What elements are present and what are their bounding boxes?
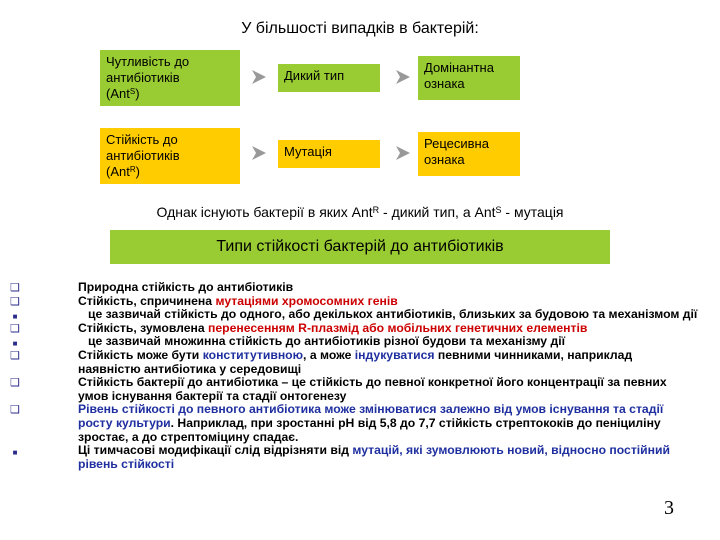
right-arrow-icon [396,70,410,84]
checkbox-square-bullet-icon: ❑ [10,403,20,417]
resistance-line2: антибіотиків [106,148,180,163]
list-item: ■ це зазвичай множинна стійкість до антибіотиків різної будови та механізму дії [8,335,698,349]
right-arrow-icon [252,146,266,160]
wild-type-label: Дикий тип [284,68,345,83]
page-number: 3 [664,497,674,519]
checkbox-square-bullet-icon: ❑ [10,376,20,390]
mutation-label: Мутація [284,144,332,159]
resistance-box [100,128,240,184]
list-item: ❑ Стійкість може бути конститутивною, а може індукуватися певними чинниками, наприклад наявністю антибіотика у середовищі [8,349,698,376]
recessive-trait-box [418,132,520,176]
small-square-bullet-icon: ■ [12,312,18,322]
recessive-line1: Рецесивна [424,136,489,151]
checkbox-square-bullet-icon: ❑ [10,294,20,308]
list-item: ❑ Стійкість, зумовлена перенесенням R-плазмід або мобільних генетичних елементів [8,322,698,336]
list-item: ❑ Рівень стійкості до певного антибіотика може змінюватися залежно від умов існування та стадії росту культури. Наприклад, при зростанні pH від 5,8 до 7,7 стійкість стрептококів до пеніциліну зростає, а до стрептоміцину спадає. [8,403,698,444]
susceptibility-line2: антибіотиків [106,70,180,85]
dominant-line1: Домінантна [424,60,494,75]
recessive-line2: ознака [424,152,465,167]
section-banner: Типи стійкості бактерій до антибіотиків [110,230,610,264]
list-item: ❑ Стійкість, спричинена мутаціями хромосомних генів [8,295,698,309]
list-item: ❑ Стійкість бактерії до антибіотика – це стійкість до певної конкретної його концентрації за певних умов існування бактерії та стадії онтогенезу [8,376,698,403]
slide-title: У більшості випадків в бактерій: [241,20,479,37]
susceptibility-line1: Чутливість до [106,54,190,69]
resistance-types-list [8,281,698,471]
checkbox-square-bullet-icon: ❑ [10,348,20,362]
dominant-trait-box [418,56,520,100]
checkbox-square-bullet-icon: ❑ [10,321,20,335]
wild-type-box [278,64,380,92]
small-square-bullet-icon: ■ [12,448,18,458]
small-square-bullet-icon: ■ [12,339,18,349]
list-item: ■ Ці тимчасові модифікації слід відрізняти від мутацій, які зумовлюють новий, відносно постійний рівень стійкості [8,444,698,471]
resistance-line1: Стійкість до [106,132,178,147]
resistance-ant: (Ant$^R$) [106,164,140,179]
however-statement: Однак існують бактерії в яких Ant$^R$ - дикий тип, а Ant$^S$ - мутація [156,204,564,220]
dominant-line2: ознака [424,76,465,91]
susceptibility-ant: (Ant$^S$) [106,86,140,101]
list-item: ■ це зазвичай стійкість до одного, або декількох антибіотиків, близьких за будовою та механізмом дії [8,308,698,322]
checkbox-square-bullet-icon: ❑ [10,281,20,294]
list-item: ❑ Природна стійкість до антибіотиків [8,281,698,295]
mutation-box [278,140,380,168]
right-arrow-icon [396,146,410,160]
susceptibility-box [100,50,240,106]
right-arrow-icon [252,70,266,84]
